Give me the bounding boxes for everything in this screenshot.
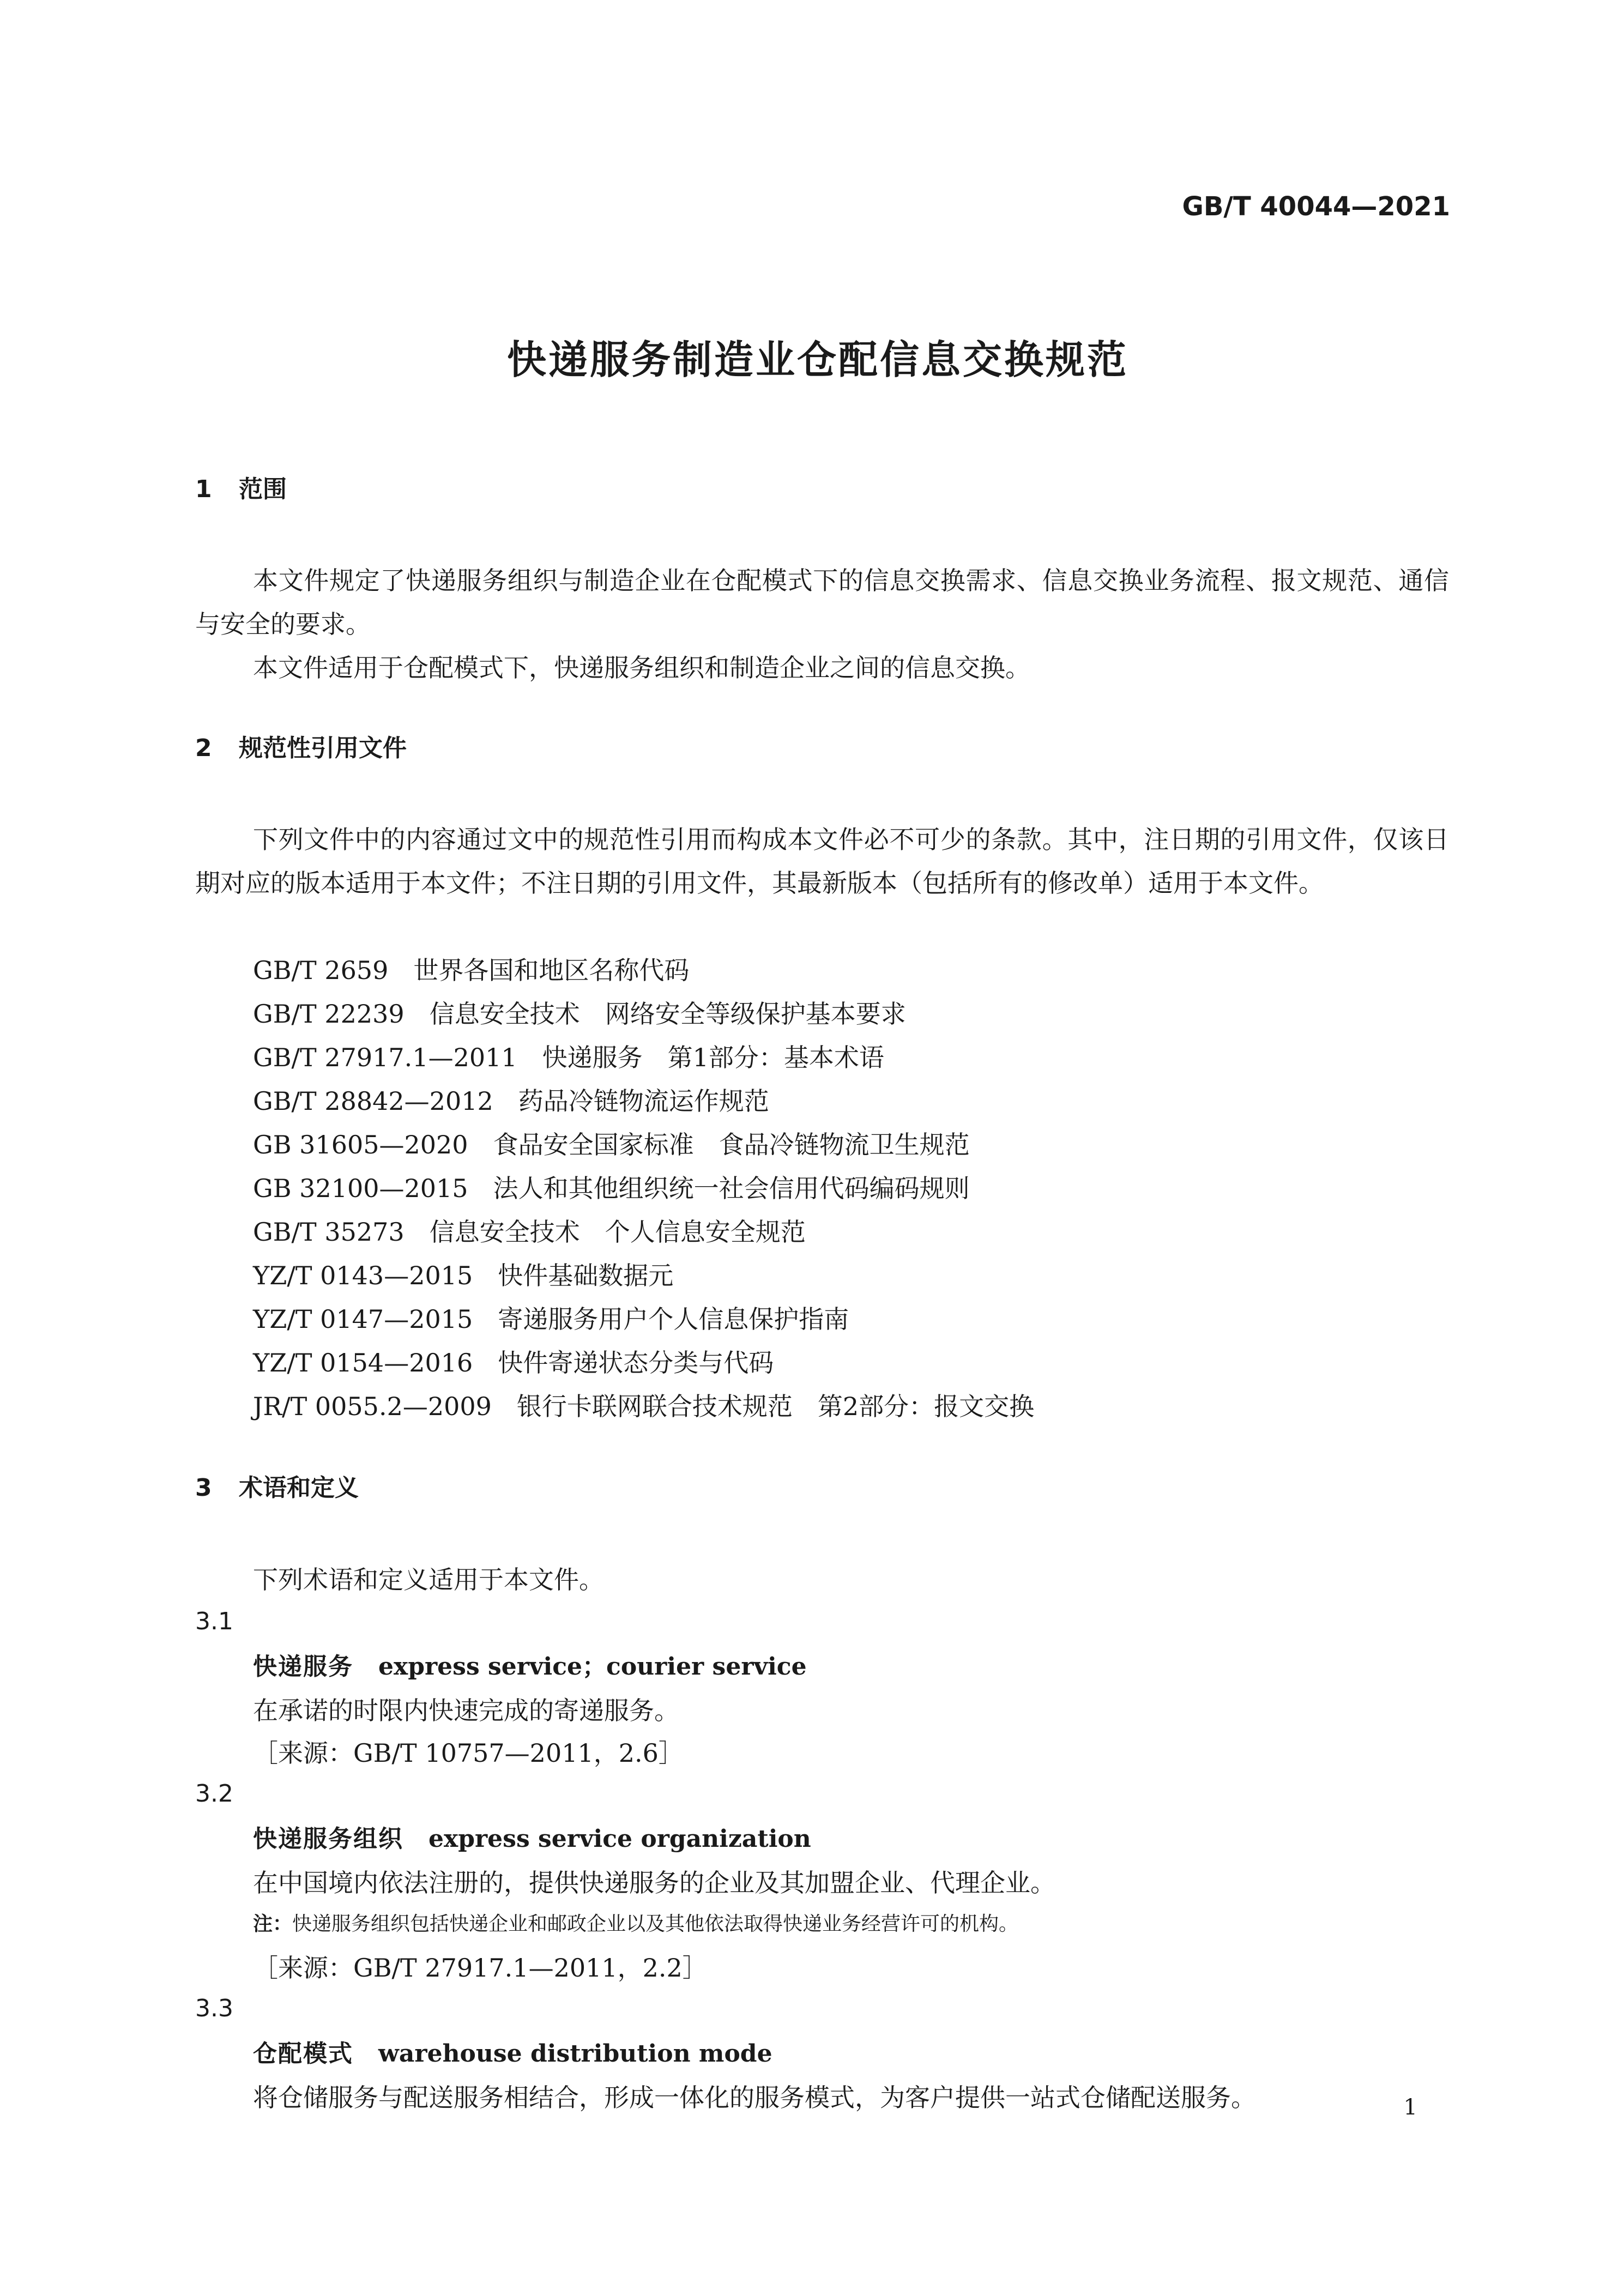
term-chinese: 仓配模式 [253, 2040, 353, 2068]
reference-item [253, 1341, 1447, 1385]
reference-title: 快件基础数据元 [498, 1261, 674, 1290]
reference-item [253, 1297, 1447, 1341]
reference-code: GB/T 28842—2012 [253, 1086, 493, 1116]
term-entry-title [253, 1818, 1447, 1860]
reference-item [253, 1036, 1447, 1079]
references-intro: 下列文件中的内容通过文中的规范性引用而构成本文件必不可少的条款。其中，注日期的引用文件，仅该日期对应的版本适用于本文件；不注日期的引用文件，其最新版本（包括所有的修改单）适用于本文件。 [195, 825, 1449, 898]
term-source: ［来源：GB/T 27917.1—2011，2.2］ [253, 1953, 708, 1983]
term-definition: 将仓储服务与配送服务相结合，形成一体化的服务模式，为客户提供一站式仓储配送服务。 [253, 2083, 1256, 2112]
reference-item [253, 1167, 1447, 1210]
reference-code: JR/T 0055.2—2009 [253, 1392, 492, 1421]
reference-item [253, 1385, 1447, 1428]
term-chinese: 快递服务组织 [253, 1825, 403, 1853]
reference-title: 世界各国和地区名称代码 [413, 956, 690, 985]
reference-code: GB/T 22239 [253, 999, 405, 1029]
term-entry-title [253, 1646, 1447, 1688]
reference-code: GB 31605—2020 [253, 1130, 468, 1159]
reference-title: 银行卡联网联合技术规范 第2部分：报文交换 [516, 1392, 1035, 1421]
reference-title: 信息安全技术 个人信息安全规范 [429, 1217, 806, 1247]
term-english: warehouse distribution mode [378, 2040, 772, 2068]
section-number: 3 [195, 1474, 212, 1502]
section-title: 规范性引用文件 [239, 734, 407, 762]
term-definition: 在中国境内依法注册的，提供快递服务的企业及其加盟企业、代理企业。 [253, 1868, 1055, 1898]
scope-paragraph-1: 本文件规定了快递服务组织与制造企业在仓配模式下的信息交换需求、信息交换业务流程、报文规范、通信与安全的要求。 [195, 566, 1449, 639]
reference-item [253, 1210, 1447, 1254]
term-english: express service；courier service [378, 1653, 807, 1681]
section-heading-terms [195, 1472, 1449, 1505]
term-english: express service organization [428, 1825, 811, 1853]
document-title: 快递服务制造业仓配信息交换规范 [506, 337, 1128, 383]
reference-title: 快件寄递状态分类与代码 [498, 1348, 774, 1377]
term-source: ［来源：GB/T 10757—2011，2.6］ [253, 1738, 684, 1768]
scope-paragraph-2: 本文件适用于仓配模式下，快递服务组织和制造企业之间的信息交换。 [253, 653, 1030, 682]
reference-code: YZ/T 0143—2015 [253, 1261, 473, 1290]
standard-code: GB/T 40044—2021 [1182, 191, 1450, 222]
page-number: 1 [1403, 2095, 1417, 2120]
note-text: 快递服务组织包括快递企业和邮政企业以及其他依法取得快递业务经营许可的机构。 [292, 1913, 1019, 1935]
section-heading-scope [195, 473, 1449, 506]
section-number: 2 [195, 734, 212, 762]
reference-item [253, 1123, 1447, 1167]
reference-title: 法人和其他组织统一社会信用代码编码规则 [493, 1174, 970, 1203]
reference-code: YZ/T 0147—2015 [253, 1304, 473, 1334]
reference-item [253, 992, 1447, 1036]
term-note [253, 1907, 1447, 1942]
reference-code: GB/T 27917.1—2011 [253, 1043, 517, 1072]
reference-code: YZ/T 0154—2016 [253, 1348, 473, 1377]
reference-item [253, 1254, 1447, 1297]
term-entry-title [253, 2033, 1447, 2075]
section-heading-normative-references [195, 732, 1449, 765]
reference-code: GB 32100—2015 [253, 1174, 468, 1203]
section-title: 术语和定义 [239, 1474, 359, 1502]
clause-number: 3.1 [195, 1608, 233, 1635]
terms-intro: 下列术语和定义适用于本文件。 [253, 1565, 604, 1594]
term-definition: 在承诺的时限内快速完成的寄递服务。 [253, 1696, 679, 1725]
reference-code: GB/T 35273 [253, 1217, 405, 1247]
section-title: 范围 [239, 475, 287, 503]
note-label: 注： [253, 1913, 293, 1935]
section-number: 1 [195, 475, 212, 503]
reference-title: 信息安全技术 网络安全等级保护基本要求 [429, 999, 906, 1029]
reference-item [253, 948, 1447, 992]
reference-code: GB/T 2659 [253, 956, 389, 985]
reference-item [253, 1079, 1447, 1123]
clause-number: 3.3 [195, 1995, 233, 2022]
term-chinese: 快递服务 [253, 1653, 353, 1681]
clause-number: 3.2 [195, 1780, 233, 1808]
reference-title: 快递服务 第1部分：基本术语 [542, 1043, 884, 1072]
reference-title: 食品安全国家标准 食品冷链物流卫生规范 [493, 1130, 970, 1159]
reference-title: 药品冷链物流运作规范 [518, 1086, 769, 1116]
reference-title: 寄递服务用户个人信息保护指南 [498, 1304, 849, 1334]
